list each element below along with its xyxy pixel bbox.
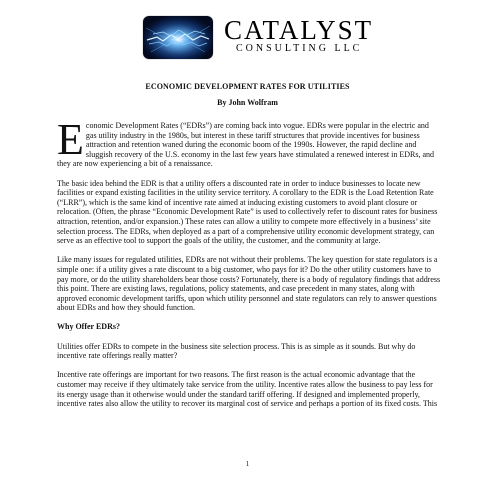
paragraph-5: Incentive rate offerings are important for two reasons. The first reason is the actual economic advantage that the customer may receive if they ultimately take service from the utility. Incentive rates allow the business to pay less for its energy usage than it otherwise would under the standard tariff offering. If designed and implemented properly, incentive rates also allow the utility to recover its marginal cost of service and perhaps a portion of its fixed costs. This bbox=[57, 370, 438, 409]
document-body bbox=[57, 115, 441, 418]
paragraph-1-text: conomic Development Rates (“EDRs”) are coming back into vogue. EDRs were popular in the electric and gas utility industry in the 1980s, but interest in these tariff structures that provide incentives for business attraction and retention waned during the economic boom of the 1990s. However, the rapid decline and sluggish recovery of the U.S. economy in the last few years have stimulated a renewed interest in EDRs, and they are now experiencing a bit of a renaissance. bbox=[57, 121, 435, 169]
logo-image bbox=[143, 16, 213, 59]
paragraph-3: Like many issues for regulated utilities, EDRs are not without their problems. The key question for state regulators is a simple one: if a utility gives a rate discount to a big customer, who pays for it? Do the other utility customers have to pay more, or do the utility shareholders bear those costs? Fortunately, there is a body of regulatory findings that address this point. There are existing laws, regulations, policy statements, and case precedent in many states, along with approved economic development tariffs, upon which utility personnel and state regulators can rely to answer questions about EDRs and how they should function. bbox=[57, 255, 441, 313]
paragraph-1 bbox=[57, 115, 441, 169]
lightning-logo-icon bbox=[143, 16, 213, 59]
paragraph-2: The basic idea behind the EDR is that a utility offers a discounted rate in order to induce businesses to locate new facilities or expand existing facilities in the utility service territory. A corollary to the EDR is the Load Retention Rate (“LRR”), which is the same kind of incentive rate aimed at inducing existing customers to avoid plant closure or relocation. (Often, the phrase “Economic Development Rate” is used to collectively refer to discount rates for business attraction, retention, and/or expansion.) These rates can allow a utility to compete more effectively in a business’ site selection process. The EDRs, when deployed as a part of a comprehensive utility economic development strategy, can serve as an effective tool to support the goals of the utility, the customer, and the community at large. bbox=[57, 178, 438, 246]
paragraph-4: Utilities offer EDRs to compete in the business site selection process. This is as simple as it sounds. But why do incentive rate offerings really matter? bbox=[57, 341, 416, 361]
author-byline: By John Wolfram bbox=[217, 98, 278, 107]
page-number: 1 bbox=[245, 460, 250, 468]
company-name: CATALYST bbox=[224, 15, 374, 45]
company-subtitle: CONSULTING LLC bbox=[236, 43, 363, 54]
section-heading: Why Offer EDRs? bbox=[57, 322, 120, 332]
drop-cap: E bbox=[57, 115, 84, 164]
document-title: ECONOMIC DEVELOPMENT RATES FOR UTILITIES bbox=[145, 82, 350, 91]
